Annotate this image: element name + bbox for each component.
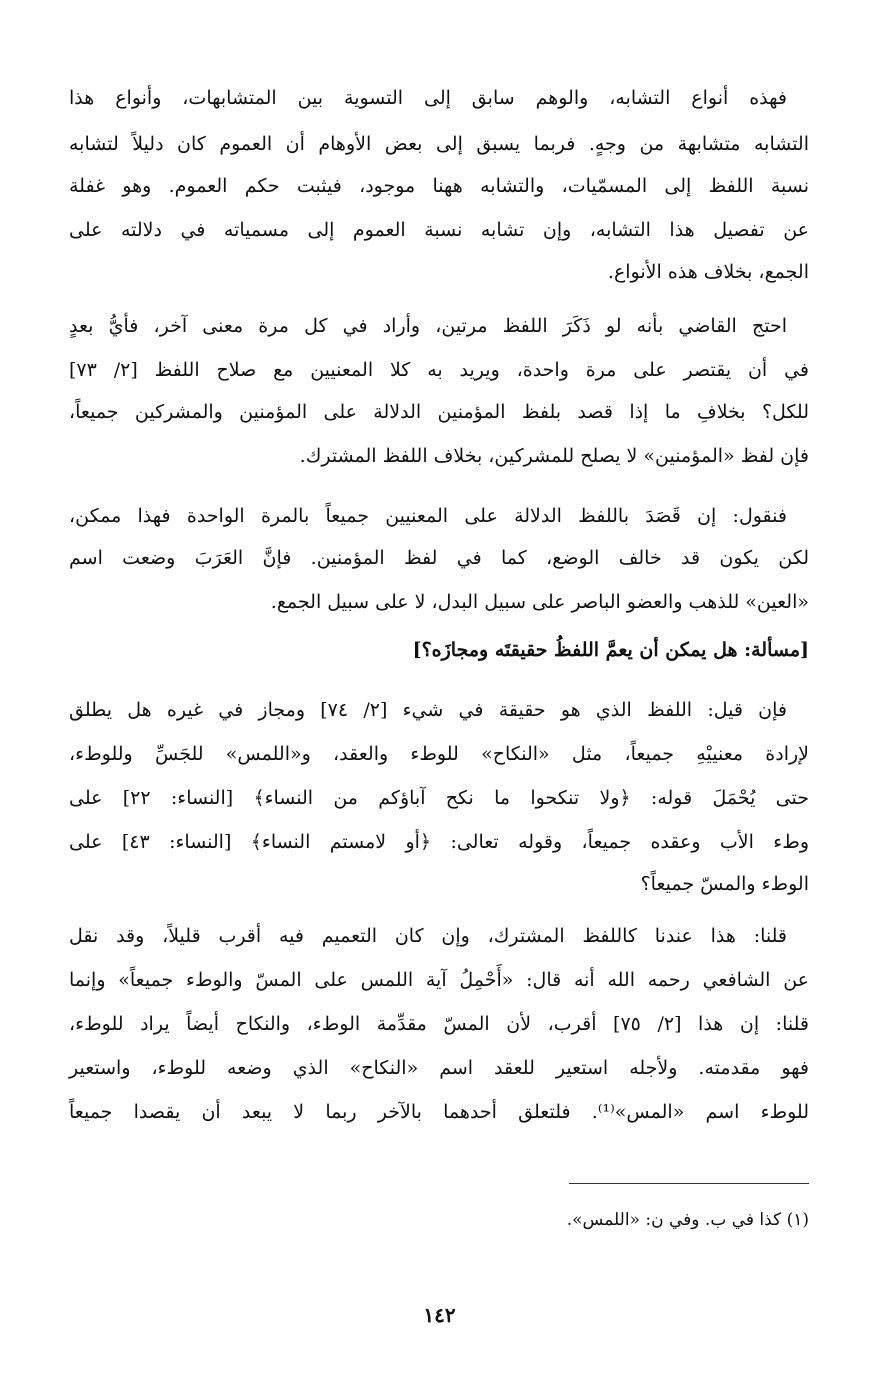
paragraph-4-line-2: لإرادة معنييْهِ جميعاً، مثل «النكاح» للوطء والعقد، و«اللمس» للجَسِّ وللوطء، (69, 743, 809, 765)
footnote: (١) كذا في ب. وفي ن: «اللمس». (566, 1210, 809, 1230)
paragraph-3-line-3: «العين» للذهب والعضو الباصر على سبيل البدل، لا على سبيل الجمع. (270, 591, 809, 613)
paragraph-4-line-3: حتى يُحْمَلَ قوله: ﴿ولا تنكحوا ما نكح آباؤكم من النساء﴾ [النساء: ٢٢] على (69, 787, 809, 809)
paragraph-5-line-1: قلنا: هذا عندنا كاللفظ المشترك، وإن كان التعميم فيه أقرب قليلاً، وقد نقل (69, 925, 787, 947)
paragraph-2-line-3: للكل؟ بخلافِ ما إذا قصد بلفظ المؤمنين الدلالة على المؤمنين والمشركين جميعاً، (69, 401, 809, 423)
paragraph-2-line-2: في أن يقتصر على مرة واحدة، ويريد به كلا المعنيين مع صلاح اللفظ [٢/ ٧٣] (69, 359, 809, 381)
paragraph-5-line-4: فهو مقدمته. ولأجله استعير للعقد اسم «النكاح» الذي وضعه للوطء، واستعير (69, 1057, 809, 1079)
paragraph-2-line-1: احتج القاضي بأنه لو ذَكَرَ اللفظ مرتين، وأراد في كل مرة معنى آخر، فأيُّ بعدٍ (69, 315, 787, 337)
paragraph-5-line-2: عن الشافعي رحمه الله أنه قال: «أَحْمِلُ آية اللمس على المسّ والوطء جميعاً» وإنما (69, 969, 809, 991)
paragraph-1-line-5: الجمع، بخلاف هذه الأنواع. (607, 261, 809, 283)
paragraph-5-line-3: قلنا: إن هذا [٢/ ٧٥] أقرب، لأن المسّ مقدِّمة الوطء، والنكاح أيضاً يراد للوطء، (69, 1013, 809, 1035)
paragraph-4-line-4: وطء الأب وعقده جميعاً، وقوله تعالى: ﴿أو لامستم النساء﴾ [النساء: ٤٣] على (69, 831, 809, 853)
section-heading: [مسألة: هل يمكن أن يعمَّ اللفظُ حقيقتَه ومجازَه؟] (412, 639, 809, 661)
page-number: ١٤٢ (423, 1303, 456, 1327)
paragraph-1-line-4: عن تفصيل هذا التشابه، وإن تشابه نسبة العموم إلى مسمياته في دلالته على (69, 219, 809, 241)
paragraph-5-line-5: للوطء اسم «المس»⁽¹⁾. فلتعلق أحدهما بالآخر ربما لا يبعد أن يقصدا جميعاً (69, 1101, 809, 1123)
footnote-divider (569, 1183, 809, 1184)
paragraph-4-line-1: فإن قيل: اللفظ الذي هو حقيقة في شيء [٢/ ٧٤] ومجاز في غيره هل يطلق (69, 699, 787, 721)
paragraph-2-line-4: فإن لفظ «المؤمنين» لا يصلح للمشركين، بخلاف اللفظ المشترك. (299, 445, 809, 467)
paragraph-1-line-1: فهذه أنواع التشابه، والوهم سابق إلى التسوية بين المتشابهات، وأنواع هذا (69, 87, 787, 109)
paragraph-3-line-1: فنقول: إن قَصَدَ باللفظ الدلالة على المعنيين جميعاً بالمرة الواحدة فهذا ممكن، (69, 505, 787, 527)
paragraph-1-line-2: التشابه متشابهة من وجهٍ. فربما يسبق إلى بعض الأوهام أن العموم كان دليلاً لتشابه (69, 133, 809, 155)
paragraph-1-line-3: نسبة اللفظ إلى المسمّيات، والتشابه ههنا موجود، فيثبت حكم العموم. وهو غفلة (69, 175, 809, 197)
paragraph-3-line-2: لكن يكون قد خالف الوضع، كما في لفظ المؤمنين. فإنَّ العَرَبَ وضعت اسم (69, 547, 809, 569)
paragraph-4-line-5: الوطء والمسّ جميعاً؟ (640, 873, 809, 895)
